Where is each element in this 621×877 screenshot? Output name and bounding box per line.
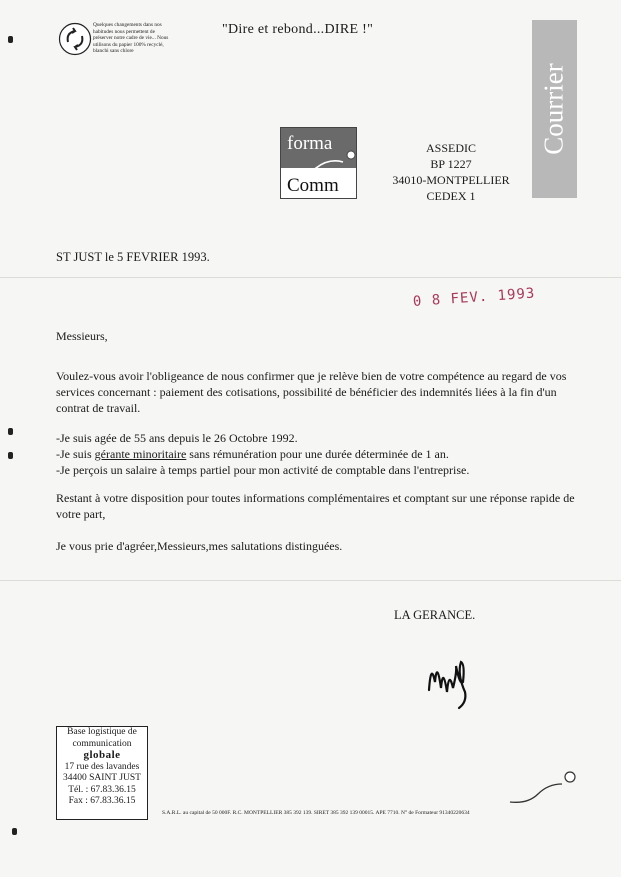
recycle-icon xyxy=(58,22,92,56)
paragraph-request: Voulez-vous avoir l'obligeance de nous confirmer que je relève bien de votre compétence au regard de vos services concernant : paiement des cotisations, possibilité de bénéficier des indemnités liées à la fin d'un contrat de travail. xyxy=(56,369,567,415)
footer-swoosh-icon xyxy=(508,764,580,806)
point-salary: -Je perçois un salaire à temps partiel pour mon activité de comptable dans l'entreprise. xyxy=(56,463,470,477)
contact-fax: Fax : 67.83.36.15 xyxy=(68,796,136,806)
recipient-city: 34010-MONTPELLIER CEDEX 1 xyxy=(392,173,510,203)
contact-address-1: 17 rue des lavandes xyxy=(64,761,140,772)
point-age: -Je suis agée de 55 ans depuis le 26 Octobre 1992. xyxy=(56,431,298,445)
logo-bottom-word: Comm xyxy=(287,175,339,196)
forma-comm-logo xyxy=(280,127,357,199)
signature-label: LA GERANCE. xyxy=(394,608,476,622)
recipient-name: ASSEDIC xyxy=(425,141,476,155)
paper-fold-line xyxy=(0,580,621,581)
contact-line-3: globale xyxy=(83,749,121,761)
closing: Je vous prie d'agréer,Messieurs,mes salutations distinguées. xyxy=(56,539,343,553)
contact-address-2: 34400 SAINT JUST xyxy=(63,773,141,783)
salutation: Messieurs, xyxy=(56,329,108,343)
point-status-suffix: sans rémunération pour une durée déterminée de 1 an. xyxy=(186,447,449,461)
slogan: "Dire et rebond...DIRE !" xyxy=(222,22,374,37)
contact-line-2: communication xyxy=(72,738,132,749)
point-status-prefix: -Je suis xyxy=(56,447,95,461)
point-status xyxy=(56,446,576,462)
paragraph-availability: Restant à votre disposition pour toutes informations complémentaires et comptant sur une réponse rapide de votre part, xyxy=(56,491,575,521)
footer-legal: S.A.R.L. au capital de 50 000F. R.C. MONTPELLIER 385 392 139. SIRET 385 392 139 00015. APE 7710. N° de Formateur 91340220634 xyxy=(162,810,470,816)
paper-fold-line xyxy=(0,277,621,278)
date-line: ST JUST le 5 FEVRIER 1993. xyxy=(56,250,210,264)
logo-top-word: forma xyxy=(287,133,333,154)
recycle-note: Quelques changements dans nos habitudes nous permettent de préserver notre cadre de vie... Nous utilisons du papier 100% recyclé, blanchi sans chlore xyxy=(93,22,169,55)
courrier-band xyxy=(532,20,577,198)
punch-hole-mark xyxy=(8,452,13,459)
punch-hole-mark xyxy=(12,828,17,835)
contact-box xyxy=(56,726,148,820)
contact-tel: Tél. : 67.83.36.15 xyxy=(68,784,136,795)
recipient-address xyxy=(371,140,531,204)
point-status-emphasis: gérante minoritaire xyxy=(94,447,187,461)
recipient-po-box: BP 1227 xyxy=(430,157,472,171)
handwritten-signature xyxy=(425,652,485,712)
punch-hole-mark xyxy=(8,428,13,435)
contact-line-1: Base logistique de xyxy=(67,727,137,737)
courrier-band-label: Courrier xyxy=(538,63,569,155)
punch-hole-mark xyxy=(8,36,13,43)
received-date-stamp: 0 8 FEV. 1993 xyxy=(412,285,536,310)
